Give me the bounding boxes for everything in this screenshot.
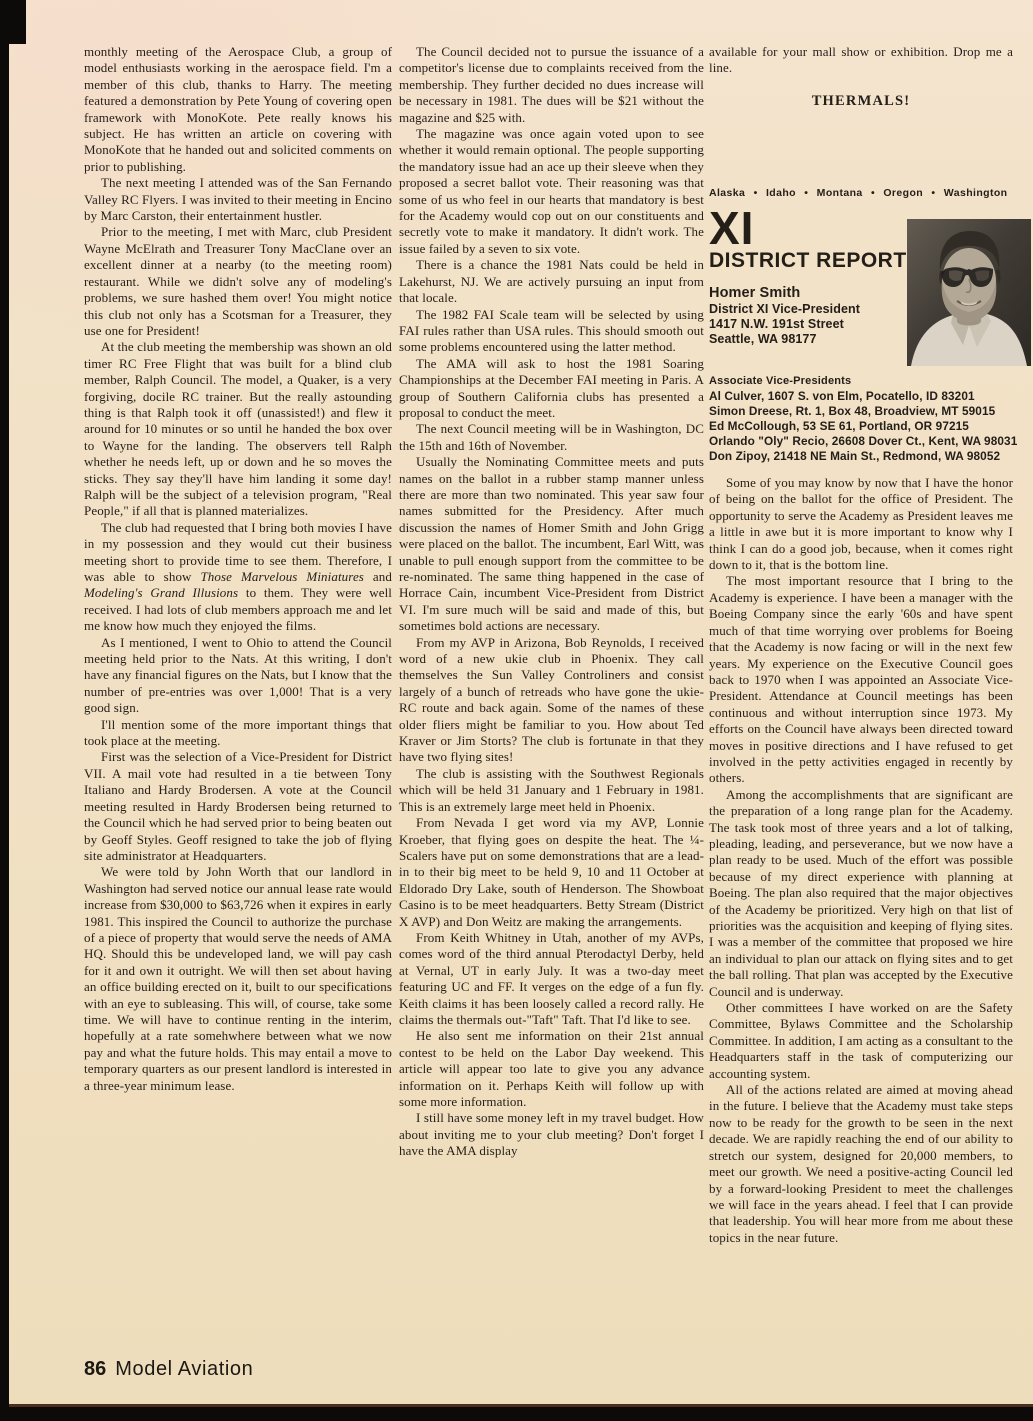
column3-report-text: [709, 475, 1013, 1246]
text-column-2: [399, 44, 704, 1160]
paragraph: Prior to the meeting, I met with Marc, club President Wayne McElrath and Treasurer Tony MacClane over an excellent dinner at a nearby (to the meeting room) restaurant. While we didn't solve any of modeling's problems, we sure hashed them over! You might notice this club not only has a Scotsman for a Treasurer, they use one for President!: [84, 224, 392, 338]
column3-continuation-text: [709, 44, 1013, 77]
officer-title: District XI Vice-President: [709, 302, 861, 317]
thermals-signoff: THERMALS!: [811, 92, 911, 109]
paragraph: I still have some money left in my travel budget. How about inviting me to your club meeting? Don't forget I have the AMA display: [399, 1110, 704, 1159]
paragraph: Other committees I have worked on are the Safety Committee, Bylaws Committee and the Scholarship Committee. In addition, I am acting as a consultant to the Headquarters staff in the task of computerizing our accounting system.: [709, 1000, 1014, 1081]
paragraph: The club had requested that I bring both movies I have in my possession and they would cut their business meeting short to provide time to see them. Therefore, I was able to show Those Marvelous Miniatures and Modeling's Grand Illusions to them. They were well received. I had lots of club members approach me and let me know how much they enjoyed the films.: [84, 519, 392, 634]
page-edge-corner: [0, 0, 26, 44]
officer-address-city: Seattle, WA 98177: [709, 332, 817, 347]
paragraph: Among the accomplishments that are significant are the preparation of a long range plan for the Academy. The task took most of three years and a lot of talking, pleading, leading, and perseverance, but we now have a plan ready to be used. Much of the effort was possible because of my direct experience with planning at Boeing. The plan also required that the major objectives of the Academy be prioritized. Very high on that list of priorities was the acquisition and keeping of flying sites. I was a member of the committee that proposed we hire an individual to plan our attack on flying sites and to get the ball rolling. That plan was accepted by the Executive Council and is underway.: [709, 786, 1013, 999]
district-states-line: Alaska • Idaho • Montana • Oregon • Washington: [709, 187, 1008, 200]
paragraph: As I mentioned, I went to Ohio to attend the Council meeting held prior to the Nats. At this writing, I don't have any financial figures on the Nats, but I know that the number of pre-entries was over 1,000! That is a very good sign.: [84, 634, 392, 716]
paragraph: available for your mall show or exhibition. Drop me a line.: [709, 44, 1013, 76]
paragraph: monthly meeting of the Aerospace Club, a group of model enthusiasts working in the aerospace field. I'm a member of this club, thanks to Harry. The meeting featured a demonstration by Pete Young of covering open framework with MonoKote. Pete really knows his subject. He has written an article on covering with MonoKote that he handed out and solicited comments on prior to publishing.: [84, 44, 392, 174]
associate-vps-list: [709, 389, 1018, 464]
paragraph: First was the selection of a Vice-President for District VII. A mail vote had resulted in a tie between Tony Italiano and Hardy Brodersen. A vote at the Council meeting resulted in Hardy Brodersen being returned to the Council which he had served prior to being beaten out by Geoff Styles. Geoff resigned to take the job of flying site administrator at Headquarters.: [84, 749, 392, 863]
associate-vp-line: Simon Dreese, Rt. 1, Box 48, Broadview, MT 59015: [709, 404, 996, 419]
page-number: 86: [84, 1358, 107, 1380]
paragraph: I'll mention some of the more important things that took place at the meeting.: [84, 716, 392, 749]
paragraph: The magazine was once again voted upon to see whether it would remain optional. The people supporting the mandatory issue had an ace up their sleeve when they proposed a secret ballot vote. Their reasoning was that some of us who feel in our hearts that mandatory is best for the Academy would cop out on our constituents and secretly vote to make it mandatory. It didn't work. The issue failed by a seven to six vote.: [399, 126, 704, 256]
associate-vp-line: Ed McCollough, 53 SE 61, Portland, OR 97215: [709, 419, 969, 434]
paragraph: Some of you may know by now that I have the honor of being on the ballot for the office of President. The opportunity to serve the Academy as President leaves me a little in awe but it is more important to know why I think I can do a good job, because, when it comes right down to it, that is the bottom line.: [709, 475, 1013, 573]
paragraph: The 1982 FAI Scale team will be selected by using FAI rules rather than USA rules. This should smooth out some problems encountered using the latter method.: [399, 306, 704, 355]
paragraph: There is a chance the 1981 Nats could be held in Lakehurst, NJ. We are actively pursuing an input from that locale.: [399, 257, 704, 306]
associate-vp-line: Orlando "Oly" Recio, 26608 Dover Ct., Kent, WA 98031: [709, 434, 1018, 449]
paragraph: We were told by John Worth that our landlord in Washington had served notice our annual lease rate would increase from $30,000 to $63,726 when it expires in early 1981. This inspired the Council to authorize the purchase of a piece of property that would serve the needs of AMA HQ. Should this be undeveloped land, we will pay cash for it and own it outright. We will then set about having an office building erected on it, built to our specifications with an eye to subleasing. This will, of course, take some time. We will have to continue renting in the interim, hopefully at a rate somehwhere between what we now pay and what the future holds. This may entail a move to temporary quarters as our present landlord is interested in a three-year minimum lease.: [84, 864, 392, 1093]
page-footer: [84, 1358, 253, 1381]
paragraph: The next meeting I attended was of the San Fernando Valley RC Flyers. I was invited to their meeting in Encino by Marc Carston, their entertainment hustler.: [84, 175, 392, 224]
text-column-1: [84, 44, 392, 1094]
paragraph: The next Council meeting will be in Washington, DC the 15th and 16th of November.: [399, 421, 704, 453]
associate-vps-block: [709, 373, 1018, 464]
associate-vps-heading: Associate Vice-Presidents: [709, 374, 852, 387]
district-report-header: [709, 185, 1018, 464]
district-report-title: DISTRICT REPORT: [709, 248, 907, 272]
paragraph: The most important resource that I bring to the Academy is experience. I have been a manager with the Boeing Company since the early '60s and have spent much of that time worrying over problems for Boeing that the Academy is now facing or will in the next few years. My experience on the Executive Council goes back to 1970 when I was appointed an Associate Vice-President. Attendance at Council meetings has been continuous and without interruption since 1973. My efforts on the Council have always been directed toward moves in positive directions and I have refused to get involved in the petty activities engaged in recently by others.: [709, 573, 1013, 786]
officer-address-street: 1417 N.W. 191st Street: [709, 317, 844, 332]
paragraph: All of the actions related are aimed at moving ahead in the future. I believe that the Academy must take steps now to be ready for the growth to be seen in the next decade. We are rapidly reaching the end of our ability to stretch our system, designed for 20,000 members, to meet our growth. We need a positive-acting Council led by a forward-looking President to meet the challenges we will face in the years ahead. I feel that I can provide that leadership. You will hear more from me about these topics in the near future.: [709, 1082, 1013, 1245]
magazine-title: Model Aviation: [115, 1358, 254, 1380]
associate-vp-line: Al Culver, 1607 S. von Elm, Pocatello, ID 83201: [709, 389, 975, 404]
paragraph: From Nevada I get word via my AVP, Lonnie Kroeber, that flying goes on despite the heat. The ¼-Scalers have put on some demonstrations that are a lead-in to their big meet to be held 9, 10 and 11 October at Eldorado Dry Lake, south of Henderson. The Showboat Casino is to be meet headquarters. Betty Stream (District X AVP) and Don Weitz are making the arrangements.: [399, 815, 704, 929]
paragraph: He also sent me information on their 21st annual contest to be held on the Labor Day weekend. This article will appear too late to give you any advance information on it. Perhaps Keith will follow up with some more information.: [399, 1028, 704, 1109]
paragraph: The AMA will ask to host the 1981 Soaring Championships at the December FAI meeting in Paris. A group of Southern California clubs has presented a proposal to conduct the meet.: [399, 355, 704, 420]
paragraph: At the club meeting the membership was shown an old timer RC Free Flight that was built for a blind club member, Ralph Council. The model, a Quaker, is a very forgiving, docile RC trainer. But the really astounding thing is that Ralph took it off (unassisted!) and flew it around for 10 minutes or so until he handed the box over to Wayne for the landing. The observers tell Ralph whether he needs left, up or down and he so moves the sticks. They say they'll have him landing it some day! Ralph will be the subject of a television program, "Real People," if all that is planned materializes.: [84, 339, 392, 519]
officer-info: [709, 284, 907, 347]
paragraph: From my AVP in Arizona, Bob Reynolds, I received word of a new ukie club in Phoenix. They call themselves the Sun Valley Controliners and consist largely of a bunch of retreads who have gone the ukie-RC route and back again. Some of the names of these older fliers might be familiar to you. How about Ted Kraver or Jim Storts? The club is fortunate in that they have two flying sites!: [399, 634, 704, 765]
paragraph: The club is assisting with the Southwest Regionals which will be held 31 January and 1 February in 1981. This is an extremely large meet held in Phoenix.: [399, 765, 704, 814]
text-column-3: [709, 44, 1018, 1246]
homer-smith-photo: [907, 219, 1031, 366]
associate-vp-line: Don Zipoy, 21418 NE Main St., Redmond, WA 98052: [709, 449, 1001, 464]
district-number: XI: [709, 201, 755, 254]
paragraph: From Keith Whitney in Utah, another of my AVPs, comes word of the third annual Pterodactyl Derby, held at Vernal, UT in early July. It was a two-day meet featuring UC and FF. It verges on the edge of a fun fly. Keith claims it has been loosely called a record rally. He claims the thermals out-"Taft" Taft. That I'd like to see.: [399, 929, 704, 1027]
page-edge-left: [0, 0, 9, 1421]
paragraph: Usually the Nominating Committee meets and puts names on the ballot in a rubber stamp manner unless there are more than two nominated. This year saw four names submitted for the Presidency. After much discussion the names of Homer Smith and John Grigg were placed on the ballot. The incumbent, Earl Witt, was unable to pull enough support from the committee to be re-nominated. The same thing happened in the case of Horrace Cain, incumbent Vice-President from District VI. I'm sure much will be said and made of this, but sometimes bold actions are necessary.: [399, 454, 704, 634]
page-edge-bottom: [0, 1407, 1033, 1421]
paragraph: The Council decided not to pursue the issuance of a competitor's license due to complaints received from the membership. They further decided no dues increase will be necessary in 1981. The dues will be $21 without the magazine and $25 with.: [399, 44, 704, 125]
officer-name: Homer Smith: [709, 285, 801, 302]
